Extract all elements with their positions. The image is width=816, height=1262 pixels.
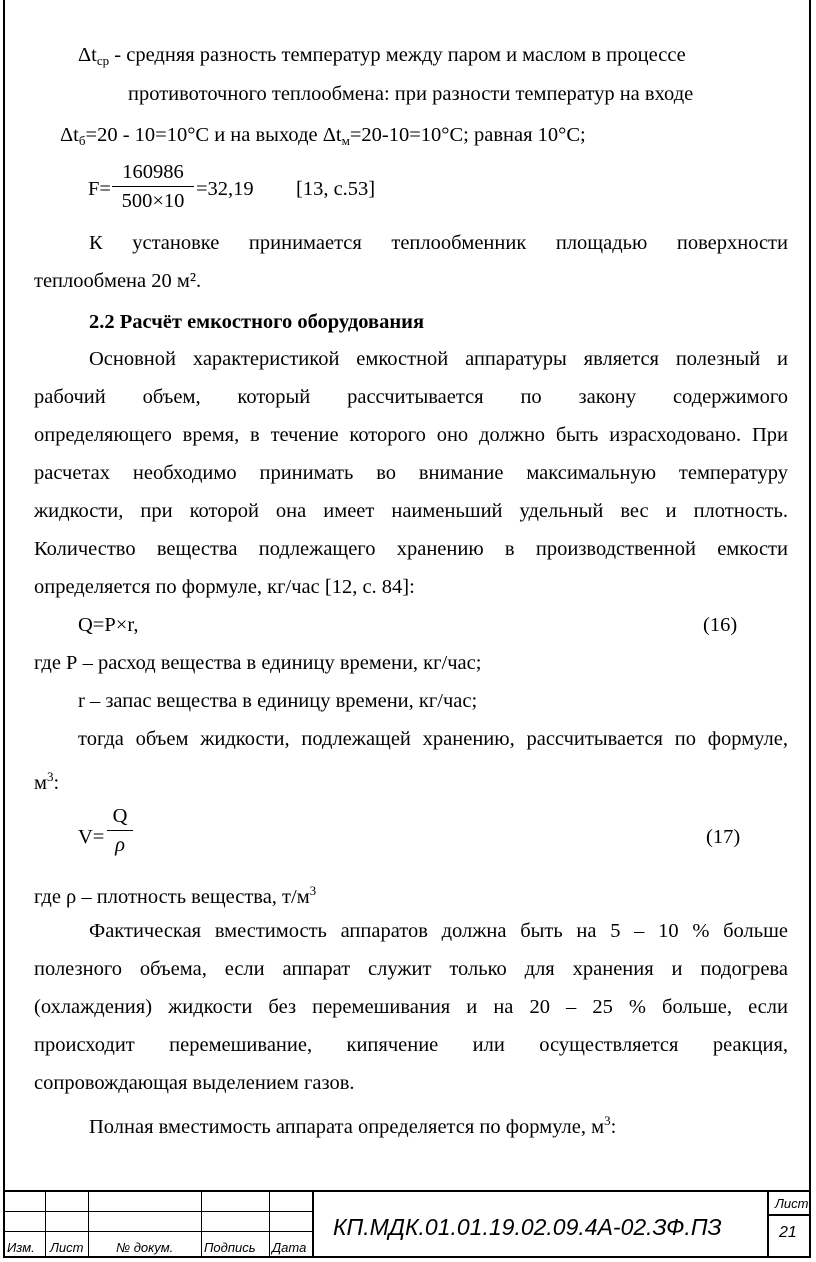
delta-t-cp-line: $\Delta t_{ср}$ - средняя разность температур между паром и маслом в процессе [78,44,686,68]
paragraph-capacity-margin-3: (охлаждения) жидкости без перемешивания и на 20 – 25 % больше, если [34,996,788,1018]
paragraph-volume-1: тогда объем жидкости, подлежащей хранению, рассчитывается по формуле, [78,728,788,750]
paragraph-capacity-margin-2: полезного объема, если аппарат служит только для хранения и подогрева [34,958,788,980]
stamp-label-podpis: Подпись [204,1240,256,1255]
formula-16: Q=P×r, [78,614,139,636]
paragraph-capacity-margin-5: сопровождающая выделением газов. [34,1072,355,1094]
paragraph-capacity-1: Основной характеристикой емкостной аппаратуры является полезный и [89,348,788,370]
document-code: КП.МДК.01.01.19.02.09.4А-02.ЗФ.ПЗ [333,1214,722,1240]
where-r-definition: r – запас вещества в единицу времени, кг/час; [78,690,478,712]
paragraph-heat-exchanger-1: К установке принимается теплообменник площадью поверхности [89,232,788,254]
stamp-sheet-number: 21 [779,1224,797,1241]
paragraph-capacity-3: определяющего время, в течение которого оно должно быть израсходовано. При [34,424,788,446]
formula-f-lhs: F= [88,178,111,200]
paragraph-capacity-5: жидкости, при которой она имеет наименьший удельный вес и плотность. [34,500,788,522]
title-block [3,1190,811,1258]
stamp-label-list: Лист [50,1240,84,1255]
stamp-label-data: Дата [272,1240,307,1255]
formula-17-fraction [107,804,133,857]
where-rho-definition: где ρ – плотность вещества, $т/м^3$ [34,883,317,908]
paragraph-full-capacity: Полная вместимость аппарата определяется по формуле, $м^3$: [89,1113,617,1138]
paragraph-capacity-6: Количество вещества подлежащего хранению в производственной емкости [34,538,788,560]
formula-17-lhs: V= [78,826,105,848]
stamp-label-dokum: № докум. [116,1240,174,1255]
paragraph-capacity-2: рабочий объем, который рассчитывается по закону содержимого [34,386,788,408]
section-heading: 2.2 Расчёт емкостного оборудования [89,311,425,333]
formula-17-numerator: Q [112,805,128,827]
formula-16-number: (16) [703,614,738,636]
where-p-definition: где Р – расход вещества в единицу времени, кг/час; [34,652,482,674]
paragraph-capacity-4: расчетах необходимо принимать во внимание максимальную температуру [34,462,788,484]
formula-17-number: (17) [706,826,741,848]
paragraph-capacity-7: определяется по формуле, кг/час [12, с. 84]: [34,576,415,598]
temperature-difference-line: $\Delta t_б=20 - 10=10^\circ С$ и на выходе $\Delta t_м=20-10=10^\circ С$; равная 10°С; [60,124,586,148]
countercurrent-line: противоточного теплообмена: при разности температур на входе [128,83,694,105]
formula-f-numerator: 160986 [122,161,184,183]
formula-f-reference: [13, с.53] [296,178,376,200]
formula-f-denominator: 500×10 [121,190,185,212]
paragraph-heat-exchanger-2: теплообмена 20 м². [34,270,202,292]
stamp-sheet-label: Лист [775,1196,809,1211]
formula-17-denominator: ρ [115,834,125,856]
paragraph-volume-2: $м^3$: [34,769,60,794]
paragraph-capacity-margin-4: происходит перемешивание, кипячение или осуществляется реакция, [34,1034,788,1056]
formula-f-fraction [112,160,194,213]
formula-f-result: =32,19 [196,178,254,200]
paragraph-capacity-margin-1: Фактическая вместимость аппаратов должна быть на 5 – 10 % больше [89,920,788,942]
stamp-label-izm: Изм. [7,1240,35,1255]
